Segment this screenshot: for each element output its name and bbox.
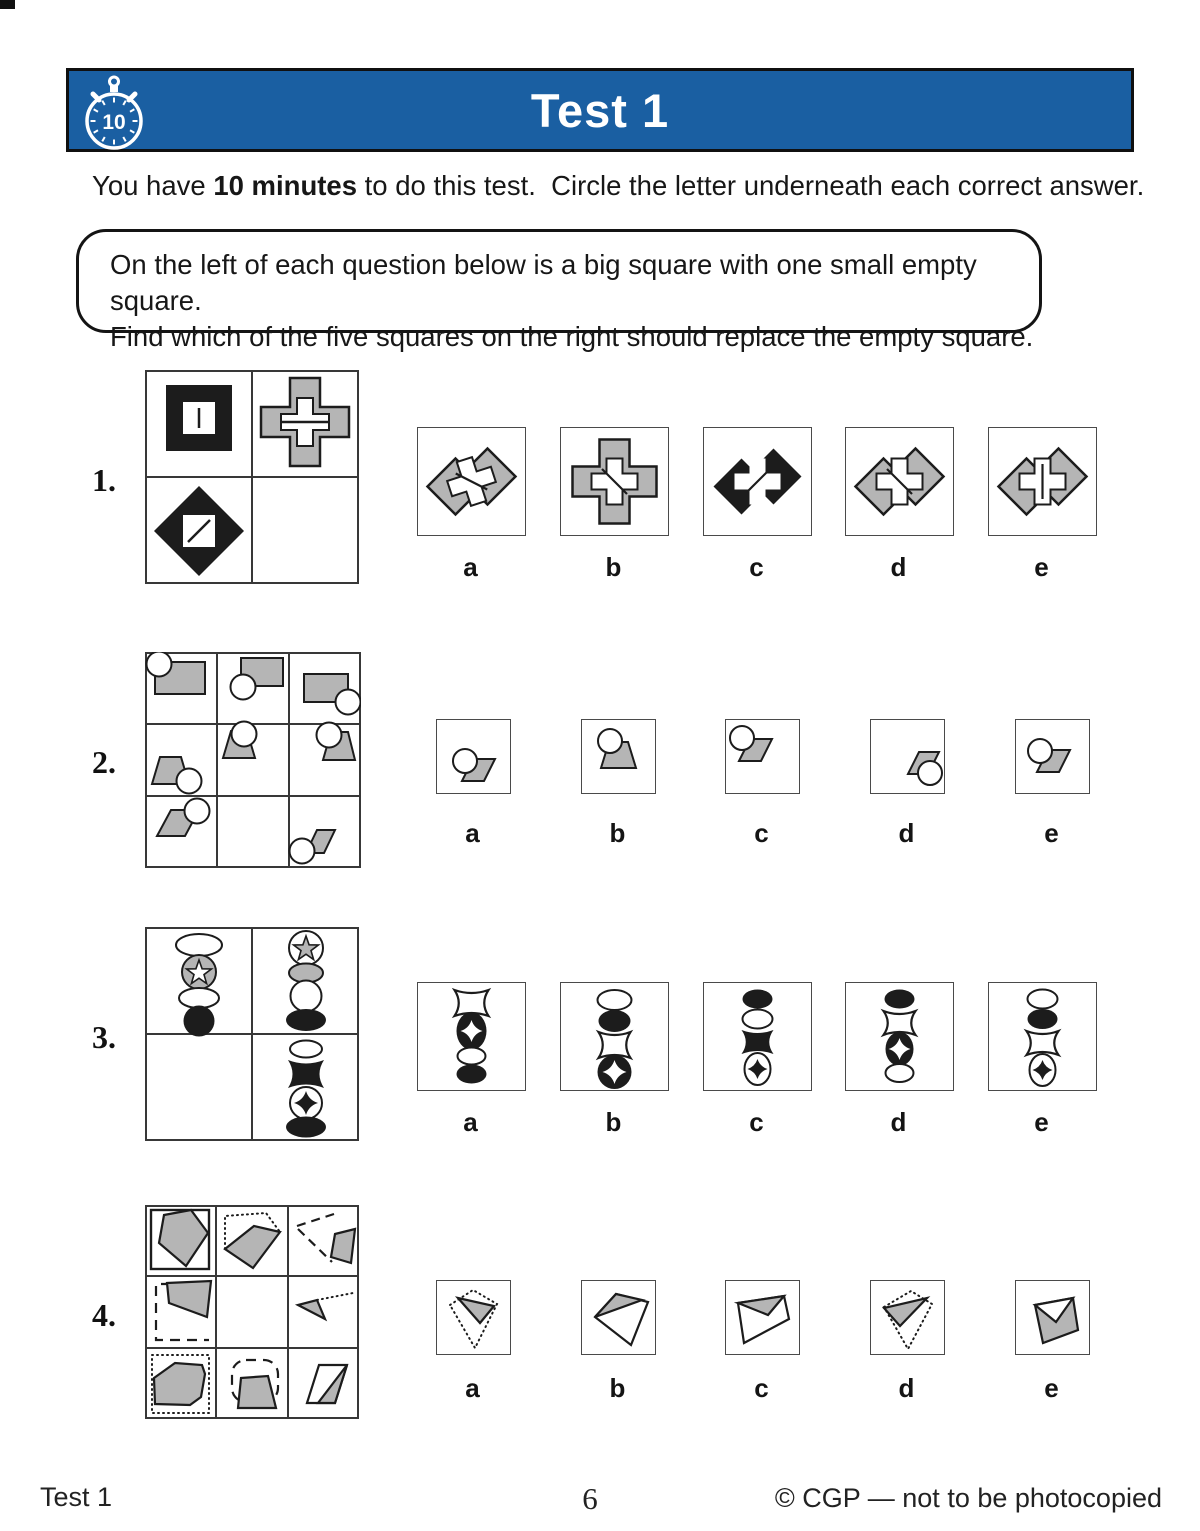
instruction-line-1: On the left of each question below is a big square with one small empty square. xyxy=(110,249,977,316)
page-title: Test 1 xyxy=(530,84,670,137)
intro-pre: You have xyxy=(92,170,214,201)
q2-puzzle-grid xyxy=(145,652,361,868)
header-bar xyxy=(66,68,1134,152)
question-2-number: 2. xyxy=(92,744,116,780)
instruction-box xyxy=(76,229,1042,352)
q4-option-c-letter[interactable]: c xyxy=(754,1373,769,1403)
q3-option-c-figure xyxy=(703,982,812,1091)
q1-option-b-letter[interactable]: b xyxy=(605,552,622,582)
footer-test-label: Test 1 xyxy=(40,1482,113,1512)
scan-artifact xyxy=(0,0,15,9)
q4-option-b-letter[interactable]: b xyxy=(609,1373,626,1403)
footer-copyright: © CGP — not to be photocopied xyxy=(774,1483,1162,1513)
q1-option-a-figure xyxy=(417,427,526,536)
q4-option-e-letter[interactable]: e xyxy=(1044,1373,1059,1403)
q3-option-a-letter[interactable]: a xyxy=(463,1107,478,1137)
q4-option-a-letter[interactable]: a xyxy=(465,1373,480,1403)
q2-option-c-figure xyxy=(725,719,800,794)
q1-option-b-figure xyxy=(560,427,669,536)
q1-option-e-figure xyxy=(988,427,1097,536)
q4-puzzle-grid xyxy=(145,1205,359,1419)
q3-option-d-figure xyxy=(845,982,954,1091)
intro-text xyxy=(92,170,1144,202)
q2-option-e-letter[interactable]: e xyxy=(1044,818,1059,848)
question-3-number: 3. xyxy=(92,1019,116,1055)
question-1-number: 1. xyxy=(92,462,116,498)
q1-option-c-figure xyxy=(703,427,812,536)
q4-option-a-figure xyxy=(436,1280,511,1355)
q2-option-e-figure xyxy=(1015,719,1090,794)
q2-option-a-letter[interactable]: a xyxy=(465,818,480,848)
q3-option-e-figure xyxy=(988,982,1097,1091)
intro-time-bold: 10 minutes xyxy=(213,170,357,201)
question-4-number: 4. xyxy=(92,1297,116,1333)
q2-option-b-letter[interactable]: b xyxy=(609,818,626,848)
q2-option-a-figure xyxy=(436,719,511,794)
q1-puzzle-grid xyxy=(145,370,359,584)
q2-option-b-figure xyxy=(581,719,656,794)
q1-option-d-figure xyxy=(845,427,954,536)
q4-option-d-figure xyxy=(870,1280,945,1355)
q1-option-c-letter[interactable]: c xyxy=(749,552,764,582)
q2-option-d-figure xyxy=(870,719,945,794)
q3-option-e-letter[interactable]: e xyxy=(1034,1107,1049,1137)
instruction-line-2: Find which of the five squares on the right should replace the empty square. xyxy=(110,321,1034,352)
q3-option-a-figure xyxy=(417,982,526,1091)
intro-post: to do this test. Circle the letter underneath each correct answer. xyxy=(357,170,1145,201)
q1-option-e-letter[interactable]: e xyxy=(1034,552,1049,582)
q3-option-b-letter[interactable]: b xyxy=(605,1107,622,1137)
q3-option-b-figure xyxy=(560,982,669,1091)
q4-option-e-figure xyxy=(1015,1280,1090,1355)
q3-puzzle-grid xyxy=(145,927,359,1141)
page-number: 6 xyxy=(582,1481,598,1516)
q3-option-c-letter[interactable]: c xyxy=(749,1107,764,1137)
q1-option-d-letter[interactable]: d xyxy=(890,552,907,582)
q1-option-a-letter[interactable]: a xyxy=(463,552,478,582)
q3-option-d-letter[interactable]: d xyxy=(890,1107,907,1137)
q2-option-c-letter[interactable]: c xyxy=(754,818,769,848)
q2-option-d-letter[interactable]: d xyxy=(898,818,915,848)
q4-option-d-letter[interactable]: d xyxy=(898,1373,915,1403)
timer-minutes-label: 10 xyxy=(102,111,126,134)
q4-option-c-figure xyxy=(725,1280,800,1355)
q4-option-b-figure xyxy=(581,1280,656,1355)
